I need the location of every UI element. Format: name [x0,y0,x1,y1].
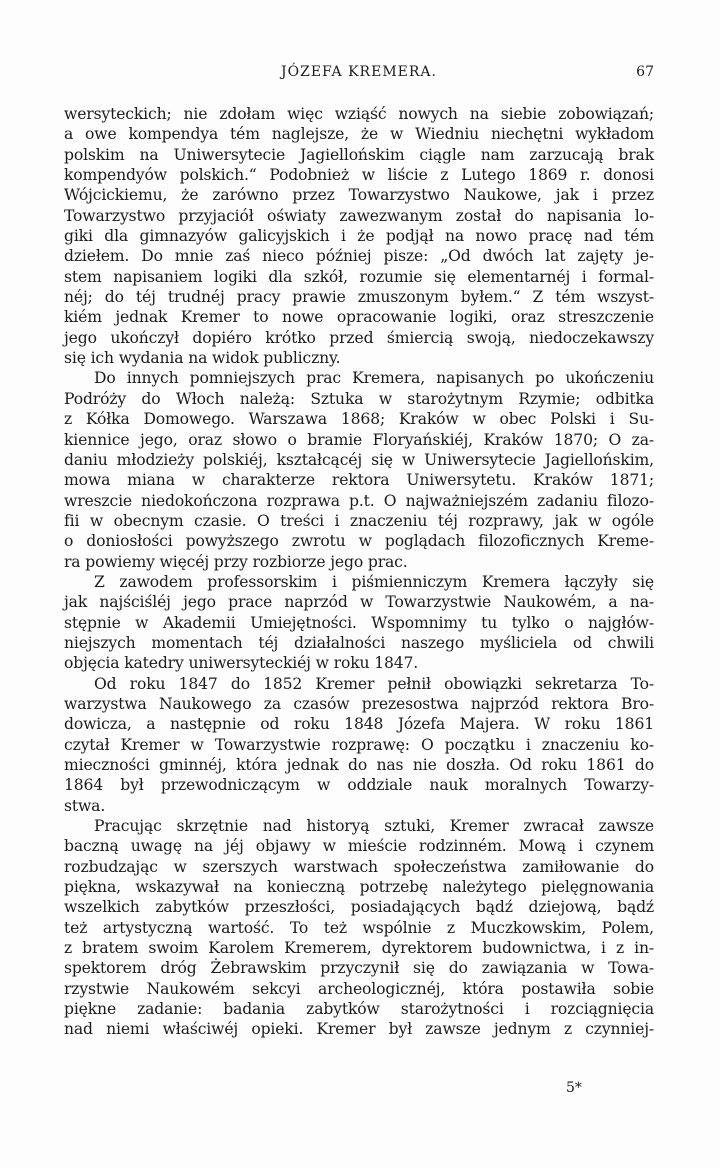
text-line: stwa. [64,796,106,815]
text-line: objęcia katedry uniwersyteckiéj w roku 1847. [64,654,419,673]
text-line: nad niemi właściwéj opieki. Kremer był zawsze jednym z czynniej- [64,1020,654,1039]
text-line: néj; do téj trudnéj pracy prawie zmuszonym byłem.“ Z tém wszyst- [64,288,654,307]
text-line: Z zawodem professorskim i piśmienniczym Kremera łączyły się [94,572,654,591]
text-line: jego ukończył dopiéro krótko przed śmiercią swoją, niedoczekawszy [64,328,654,347]
text-line: rozbudzając w szerszych warstwach społeczeństwa zamiłowanie do [64,857,654,876]
text-line: mowa miana w charakterze rektora Uniwersytetu. Kraków 1871; [64,471,654,490]
text-line: o doniosłości powyższego zwrotu w poglądach filozoficznych Kreme- [64,532,654,551]
text-line: daniu młodzieży polskiéj, kształcącéj się w Uniwersytecie Jagiellońskim, [64,450,654,469]
text-line: jak najściśléj jego prace naprzód w Towarzystwie Naukowém, a na- [64,593,654,612]
text-line: Pracując skrzętnie nad historyą sztuki, Kremer zwracał zawsze [94,817,654,836]
text-line: stępnie w Akademii Umiejętności. Wspomnimy tu tylko o najgłów- [64,613,654,632]
text-line: Towarzystwo przyjaciół oświaty zawezwanym został do napisania lo- [64,206,654,225]
text-line: mieczności gminnéj, która jednak do nas nie doszła. Od roku 1861 do [64,756,654,774]
running-title: JÓZEFA KREMERA. [281,64,437,80]
signature-mark: 5* [566,1080,582,1096]
text-line: kompendyów polskich.“ Podobnież w liście z Lutego 1869 r. donosi [64,166,654,185]
text-line: dowicza, a następnie od roku 1848 Józefa Majera. W roku 1861 [64,715,654,734]
text-line: rzystwie Naukowém sekcyi archeologicznéj, która postawiła sobie [64,979,654,998]
page-header [64,64,654,88]
text-line: dziełem. Do mnie zaś nieco później pisze: „Od dwóch lat zajęty je- [64,247,654,266]
text-line: z bratem swoim Karolem Kremerem, dyrektorem budownictwa, i z in- [64,939,654,958]
text-line: spektorem dróg Żebrawskim przyczynił się do zawiązania w Towa- [64,959,654,978]
text-line: a owe kompendya tém naglejsze, że w Wiedniu niechętni wykładom [64,125,654,144]
text-line: baczną uwagę na jéj objawy w mieście rodzinném. Mową i czynem [64,837,654,856]
text-line: Do innych pomniejszych prac Kremera, napisanych po ukończeniu [94,369,654,388]
text-line: wersyteckich; nie zdołam więc wziąść nowych na siebie zobowiązań; [64,105,654,123]
text-line: giki dla gimnazyów galicyjskich i że podjął na nowo pracę nad tém [64,227,654,246]
text-line: ra powiemy więcéj przy rozbiorze jego prac. [64,552,408,571]
text-line: kiennice jego, oraz słowo o bramie Floryańskiéj, Kraków 1870; O za- [64,430,654,449]
text-line: polskim na Uniwersytecie Jagiellońskim ciągle nam zarzucają brak [64,145,654,164]
text-line: kiém jednak Kremer to nowe opracowanie logiki, oraz streszczenie [64,308,654,327]
text-line: też artystyczną wartość. To też wspólnie z Muczkowskim, Polem, [64,918,654,937]
text-line: Podróży do Włoch należą: Sztuka w starożytnym Rzymie; odbitka [64,389,654,408]
text-line: Od roku 1847 do 1852 Kremer pełnił obowiązki sekretarza To- [94,674,654,693]
text-line: fii w obecnym czasie. O treści i znaczeniu téj rozprawy, jak w ogóle [64,511,654,530]
body-text [64,104,654,1040]
text-line: warzystwa Naukowego za czasów prezesostwa najprzód rektora Bro- [64,694,654,713]
text-line: wreszcie niedokończona rozprawa p.t. O najważniejszém zadaniu filozo- [64,491,654,510]
text-line: niejszych momentach téj działalności naszego myśliciela od chwili [64,633,654,652]
text-line: piękne zadanie: badania zabytków starożytności i rozciągnięcia [64,1000,654,1019]
page-number: 67 [636,64,654,80]
text-line: Wójcickiemu, że zarówno przez Towarzystwo Naukowe, jak i przez [64,186,654,205]
text-line: z Kółka Domowego. Warszawa 1868; Kraków w obec Polski i Su- [64,410,654,429]
text-line: stem napisaniem logiki dla szkół, rozumie się elementarnéj i formal- [64,267,654,286]
text-line: piękna, wskazywał na konieczną potrzebę należytego pielęgnowania [64,878,654,897]
text-line: się ich wydania na widok publiczny. [64,349,341,368]
text-line: czytał Kremer w Towarzystwie rozprawę: O początku i znaczeniu ko- [64,735,654,754]
text-line: wszelkich zabytków przeszłości, posiadających bądź dziejową, bądź [64,898,654,917]
text-line: 1864 był przewodniczącym w oddziale nauk moralnych Towarzy- [64,776,654,795]
